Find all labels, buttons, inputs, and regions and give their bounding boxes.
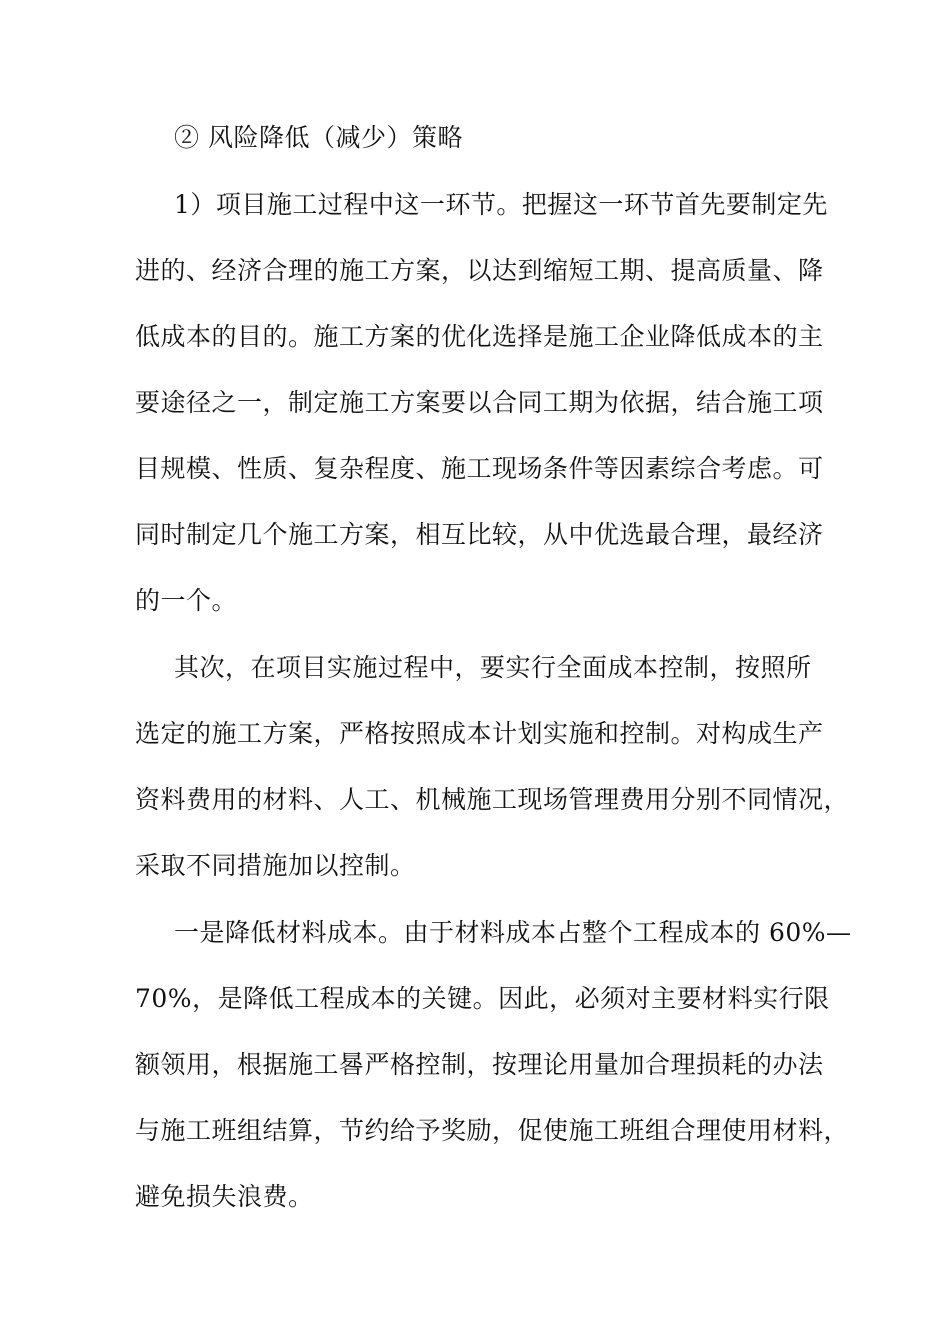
text-line: 额领用，根据施工晷严格控制，按理论用量加合理损耗的办法 <box>135 1050 824 1079</box>
text-line: 选定的施工方案，严格按照成本计划实施和控制。对构成生产 <box>135 719 824 748</box>
text-line: 资料费用的材料、人工、机械施工现场管理费用分别不同情况， <box>135 785 850 814</box>
text-line: 采取不同措施加以控制。 <box>135 851 416 880</box>
text-line: 进的、经济合理的施工方案，以达到缩短工期、提高质量、降 <box>135 256 824 285</box>
text-line: 同时制定几个施工方案，相互比较，从中优选最合理，最经济 <box>135 520 824 549</box>
text-line: 70%，是降低工程成本的关键。因此，必须对主要材料实行限 <box>135 984 830 1013</box>
text-line: 要途径之一，制定施工方案要以合同工期为依据，结合施工项 <box>135 388 824 417</box>
text-line: 1）项目施工过程中这一环节。把握这一环节首先要制定先 <box>174 190 828 219</box>
text-line: 避免损失浪费。 <box>135 1182 314 1211</box>
text-line: 低成本的目的。施工方案的优化选择是施工企业降低成本的主 <box>135 322 824 351</box>
text-line: 与施工班组结算，节约给予奖励，促使施工班组合理使用材料， <box>135 1116 850 1145</box>
section-heading: ② 风险降低（减少）策略 <box>174 123 463 152</box>
text-line: 其次，在项目实施过程中，要实行全面成本控制，按照所 <box>174 653 812 682</box>
text-line: 一是降低材料成本。由于材料成本占整个工程成本的 60%— <box>174 918 852 947</box>
text-line: 的一个。 <box>135 586 238 615</box>
text-line: 目规模、性质、复杂程度、施工现场条件等因素综合考虑。可 <box>135 454 824 483</box>
